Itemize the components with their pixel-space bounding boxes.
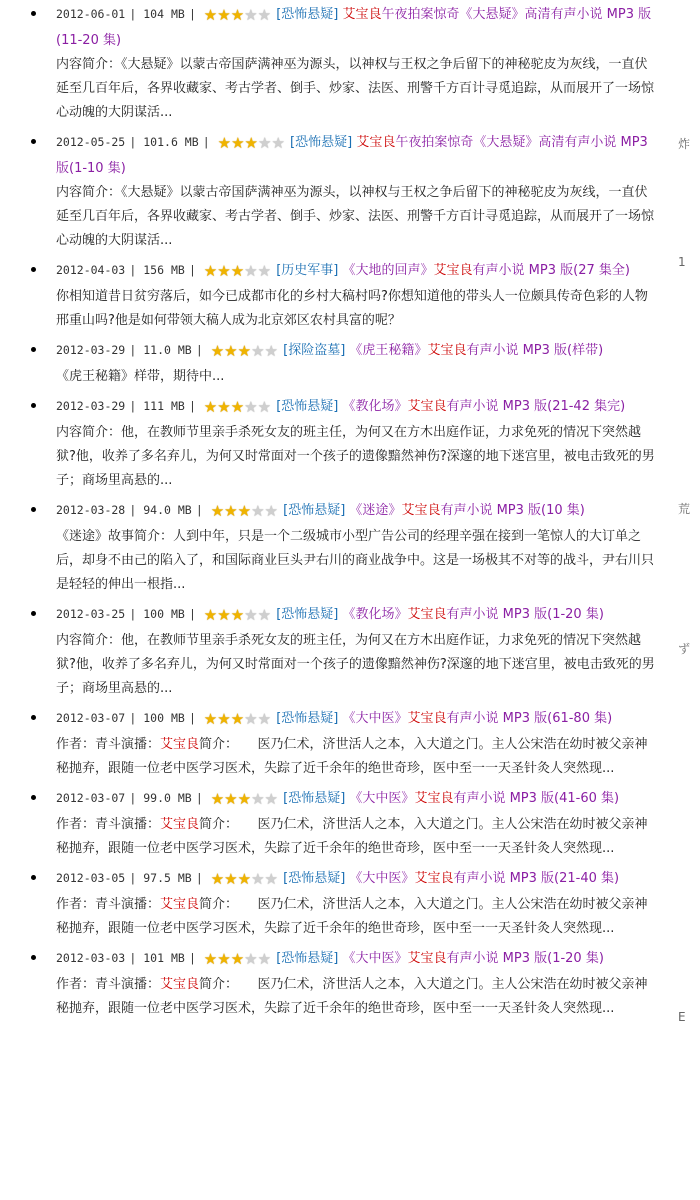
- star-icon: ★: [257, 398, 272, 416]
- category-link[interactable]: [探险盗墓]: [283, 343, 346, 358]
- title-link[interactable]: 《教化场》艾宝良有声小说 MP3 版(1-20 集): [342, 607, 604, 622]
- bullet-icon: [31, 611, 36, 616]
- star-icon: ★: [230, 262, 245, 280]
- entry-description: 内容简介：《大悬疑》以蒙古帝国萨满神巫为源头，以神权与王权之争后留下的神秘驼皮为灰线，一直伏延至几百年后，各界收藏家、考古学者、倒手、炒家、法医、刑警千方百计寻觅追踪，从而展开了一场惊心动魄的大阴谋活...: [56, 185, 655, 248]
- star-icon: ★: [203, 606, 218, 624]
- entry-date: 2012-03-07: [56, 791, 126, 805]
- entry-size: 100 MB: [143, 607, 185, 621]
- rating-stars: [204, 5, 271, 29]
- star-icon: ★: [231, 134, 245, 152]
- rating-stars: [211, 501, 278, 525]
- entry-size: 100 MB: [143, 711, 185, 725]
- entry-meta: 2012-04-03 | 156 MB | ★★★★★ [历史军事] 《大地的回声》艾宝良有声小说 MP3 版(27 集全): [56, 258, 660, 285]
- category-link[interactable]: [恐怖悬疑]: [276, 711, 339, 726]
- bullet-icon: [31, 715, 36, 720]
- title-link[interactable]: 《大中医》艾宝良有声小说 MP3 版(1-20 集): [342, 951, 604, 966]
- entry-size: 101 MB: [143, 951, 185, 965]
- category-link[interactable]: [恐怖悬疑]: [276, 399, 339, 414]
- entry-description: 作者：青斗演播：艾宝良简介： 医乃仁术，济世活人之本，入大道之门。主人公宋浩在幼时被父亲神秘抛弃，跟随一位老中医学习医术，失踪了近千余年的绝世奇珍，医中至一一天圣针灸人突然现...: [56, 737, 648, 776]
- author-name: 艾宝良: [407, 399, 447, 414]
- entry-meta: 2012-03-29 | 111 MB | ★★★★★ [恐怖悬疑] 《教化场》艾宝良有声小说 MP3 版(21-42 集完): [56, 394, 660, 421]
- star-icon: ★: [244, 6, 258, 24]
- entry-meta: 2012-06-01 | 104 MB | ★★★★★ [恐怖悬疑] 艾宝良午夜拍案惊奇《大悬疑》高清有声小说 MP3 版(11-20 集): [56, 6, 652, 48]
- star-icon: ★: [217, 606, 231, 624]
- author-name: 艾宝良: [342, 7, 382, 22]
- title-link[interactable]: 《大中医》艾宝良有声小说 MP3 版(21-40 集): [349, 871, 620, 886]
- star-icon: ★: [258, 134, 272, 152]
- author-name: 艾宝良: [427, 343, 467, 358]
- entry-date: 2012-06-01: [56, 7, 126, 21]
- title-link[interactable]: 艾宝良午夜拍案惊奇《大悬疑》高清有声小说 MP3 版(11-20 集): [56, 7, 652, 48]
- entry-description: 内容简介：他，在教师节里亲手杀死女友的班主任，为何又在方木出庭作证，力求免死的情况下突然越狱?他，收养了多名弃儿，为何又时常面对一个孩子的遗像黯然神伤?深邃的地下迷宫里，被电击致死的男子；商场里高悬的...: [56, 425, 655, 488]
- list-item: [0, 130, 660, 253]
- title-link[interactable]: 《大地的回声》艾宝良有声小说 MP3 版(27 集全): [342, 263, 630, 278]
- star-icon: ★: [217, 950, 231, 968]
- star-icon: ★: [224, 342, 238, 360]
- entry-date: 2012-03-05: [56, 871, 126, 885]
- title-link[interactable]: 《迷途》艾宝良有声小说 MP3 版(10 集): [349, 503, 585, 518]
- category-link[interactable]: [恐怖悬疑]: [283, 871, 346, 886]
- entry-size: 97.5 MB: [143, 871, 192, 885]
- star-icon: ★: [251, 870, 265, 888]
- entry-date: 2012-05-25: [56, 135, 126, 149]
- entry-description: 《虎王秘籍》样带，期待中...: [56, 369, 225, 384]
- entry-date: 2012-03-03: [56, 951, 126, 965]
- entry-size: 156 MB: [143, 263, 185, 277]
- entry-size: 11.0 MB: [143, 343, 192, 357]
- author-name: 艾宝良: [414, 871, 454, 886]
- description-author: 艾宝良: [160, 977, 200, 992]
- star-icon: ★: [210, 342, 225, 360]
- star-icon: ★: [203, 710, 218, 728]
- star-icon: ★: [224, 870, 238, 888]
- entry-description: 内容简介：他，在教师节里亲手杀死女友的班主任，为何又在方木出庭作证，力求免死的情况下突然越狱?他，收养了多名弃儿，为何又时常面对一个孩子的遗像黯然神伤?深邃的地下迷宫里，被电击致死的男子；商场里高悬的...: [56, 633, 655, 696]
- edge-glyph: E: [678, 1010, 686, 1024]
- category-link[interactable]: [历史军事]: [276, 263, 339, 278]
- title-link[interactable]: 《大中医》艾宝良有声小说 MP3 版(41-60 集): [349, 791, 620, 806]
- star-icon: ★: [257, 606, 272, 624]
- star-icon: ★: [237, 870, 252, 888]
- entry-meta: 2012-03-05 | 97.5 MB | ★★★★★ [恐怖悬疑] 《大中医》艾宝良有声小说 MP3 版(21-40 集): [56, 866, 660, 893]
- star-icon: ★: [237, 502, 252, 520]
- rating-stars: [211, 869, 278, 893]
- edge-glyph: 荒: [678, 502, 691, 516]
- star-icon: ★: [237, 790, 252, 808]
- entry-meta: 2012-03-07 | 100 MB | ★★★★★ [恐怖悬疑] 《大中医》艾宝良有声小说 MP3 版(61-80 集): [56, 706, 660, 733]
- rating-stars: [204, 261, 271, 285]
- star-icon: ★: [230, 606, 245, 624]
- star-icon: ★: [251, 342, 265, 360]
- rating-stars: [218, 133, 285, 157]
- description-author: 艾宝良: [160, 817, 200, 832]
- entry-description: 内容简介：《大悬疑》以蒙古帝国萨满神巫为源头，以神权与王权之争后留下的神秘驼皮为灰线，一直伏延至几百年后，各界收藏家、考古学者、倒手、炒家、法医、刑警千方百计寻觅追踪，从而展开了一场惊心动魄的大阴谋活...: [56, 57, 655, 120]
- rating-stars: [204, 605, 271, 629]
- entry-size: 99.0 MB: [143, 791, 192, 805]
- star-icon: ★: [203, 6, 218, 24]
- star-icon: ★: [257, 710, 272, 728]
- entry-meta: 2012-03-28 | 94.0 MB | ★★★★★ [恐怖悬疑] 《迷途》艾宝良有声小说 MP3 版(10 集): [56, 498, 660, 525]
- star-icon: ★: [210, 502, 225, 520]
- list-item: [0, 394, 660, 493]
- edge-glyph: 炸: [678, 137, 691, 151]
- star-icon: ★: [224, 502, 238, 520]
- star-icon: ★: [264, 502, 278, 520]
- author-name: 艾宝良: [433, 263, 473, 278]
- star-icon: ★: [230, 950, 245, 968]
- rating-stars: [211, 341, 278, 365]
- star-icon: ★: [251, 790, 265, 808]
- entry-size: 104 MB: [143, 7, 185, 21]
- edge-glyph: 1: [678, 255, 686, 269]
- bullet-icon: [31, 955, 36, 960]
- title-link[interactable]: 艾宝良午夜拍案惊奇《大悬疑》高清有声小说 MP3 版(1-10 集): [56, 135, 648, 176]
- category-link[interactable]: [恐怖悬疑]: [283, 791, 346, 806]
- entry-description: 作者：青斗演播：艾宝良简介： 医乃仁术，济世活人之本，入大道之门。主人公宋浩在幼时被父亲神秘抛弃，跟随一位老中医学习医术，失踪了近千余年的绝世奇珍，医中至一一天圣针灸人突然现...: [56, 897, 648, 936]
- list-item: [0, 706, 660, 781]
- entry-date: 2012-03-25: [56, 607, 126, 621]
- category-link[interactable]: [恐怖悬疑]: [283, 503, 346, 518]
- star-icon: ★: [217, 134, 232, 152]
- entry-date: 2012-03-28: [56, 503, 126, 517]
- star-icon: ★: [271, 134, 285, 152]
- bullet-icon: [31, 347, 36, 352]
- bullet-icon: [31, 403, 36, 408]
- entry-meta: 2012-05-25 | 101.6 MB | ★★★★★ [恐怖悬疑] 艾宝良午夜拍案惊奇《大悬疑》高清有声小说 MP3 版(1-10 集): [56, 134, 648, 176]
- entry-date: 2012-03-29: [56, 399, 126, 413]
- star-icon: ★: [244, 606, 258, 624]
- star-icon: ★: [217, 398, 231, 416]
- list-item: [0, 498, 660, 597]
- star-icon: ★: [210, 790, 225, 808]
- entry-date: 2012-03-07: [56, 711, 126, 725]
- star-icon: ★: [237, 342, 252, 360]
- title-link[interactable]: 《虎王秘籍》艾宝良有声小说 MP3 版(样带): [349, 343, 604, 358]
- description-author: 艾宝良: [160, 737, 200, 752]
- star-icon: ★: [257, 950, 272, 968]
- author-name: 艾宝良: [407, 711, 447, 726]
- star-icon: ★: [257, 262, 272, 280]
- star-icon: ★: [217, 710, 231, 728]
- entry-meta: 2012-03-03 | 101 MB | ★★★★★ [恐怖悬疑] 《大中医》艾宝良有声小说 MP3 版(1-20 集): [56, 946, 660, 973]
- category-link[interactable]: [恐怖悬疑]: [290, 135, 353, 150]
- star-icon: ★: [264, 790, 278, 808]
- star-icon: ★: [203, 950, 218, 968]
- entry-date: 2012-03-29: [56, 343, 126, 357]
- star-icon: ★: [224, 790, 238, 808]
- star-icon: ★: [257, 6, 272, 24]
- bullet-icon: [31, 795, 36, 800]
- bullet-icon: [31, 507, 36, 512]
- author-name: 艾宝良: [401, 503, 441, 518]
- category-link[interactable]: [恐怖悬疑]: [276, 607, 339, 622]
- list-item: [0, 602, 660, 701]
- star-icon: ★: [244, 398, 258, 416]
- entry-size: 94.0 MB: [143, 503, 192, 517]
- title-link[interactable]: 《大中医》艾宝良有声小说 MP3 版(61-80 集): [342, 711, 613, 726]
- bullet-icon: [31, 139, 36, 144]
- author-name: 艾宝良: [407, 951, 447, 966]
- star-icon: ★: [244, 950, 258, 968]
- entry-size: 111 MB: [143, 399, 185, 413]
- entry-description: 《迷途》故事简介：人到中年，只是一个二级城市小型广告公司的经理辛强在接到一笔惊人的大订单之后，却身不由己的陷入了，和国际商业巨头尹右川的商业战争中。这是一场极其不对等的战斗，尹右川只是轻轻的伸出一根指...: [56, 529, 655, 592]
- star-icon: ★: [230, 6, 245, 24]
- rating-stars: [204, 949, 271, 973]
- edge-glyph: ず: [678, 642, 691, 656]
- list-item: [0, 786, 660, 861]
- star-icon: ★: [244, 262, 258, 280]
- entry-description: 作者：青斗演播：艾宝良简介： 医乃仁术，济世活人之本，入大道之门。主人公宋浩在幼时被父亲神秘抛弃，跟随一位老中医学习医术，失踪了近千余年的绝世奇珍，医中至一一天圣针灸人突然现...: [56, 817, 648, 856]
- description-author: 艾宝良: [160, 897, 200, 912]
- audiobook-list: [0, 2, 660, 1026]
- bullet-icon: [31, 875, 36, 880]
- star-icon: ★: [230, 710, 245, 728]
- list-item: [0, 338, 660, 389]
- star-icon: ★: [264, 870, 278, 888]
- category-link[interactable]: [恐怖悬疑]: [276, 951, 339, 966]
- author-name: 艾宝良: [356, 135, 396, 150]
- entry-description: 你相知道昔日贫穷落后，如今已成都市化的乡村大稿村吗?你想知道他的带头人一位颇具传奇色彩的人物邢重山吗?他是如何带领大稿人成为北京郊区农村具富的呢？: [56, 289, 648, 328]
- list-item: [0, 258, 660, 333]
- star-icon: ★: [203, 262, 218, 280]
- rating-stars: [211, 789, 278, 813]
- entry-meta: 2012-03-25 | 100 MB | ★★★★★ [恐怖悬疑] 《教化场》艾宝良有声小说 MP3 版(1-20 集): [56, 602, 660, 629]
- list-item: [0, 946, 660, 1021]
- entry-date: 2012-04-03: [56, 263, 126, 277]
- rating-stars: [204, 397, 271, 421]
- star-icon: ★: [244, 710, 258, 728]
- star-icon: ★: [217, 262, 231, 280]
- title-link[interactable]: 《教化场》艾宝良有声小说 MP3 版(21-42 集完): [342, 399, 626, 414]
- star-icon: ★: [230, 398, 245, 416]
- entry-meta: 2012-03-07 | 99.0 MB | ★★★★★ [恐怖悬疑] 《大中医》艾宝良有声小说 MP3 版(41-60 集): [56, 786, 660, 813]
- bullet-icon: [31, 11, 36, 16]
- star-icon: ★: [217, 6, 231, 24]
- star-icon: ★: [264, 342, 278, 360]
- star-icon: ★: [210, 870, 225, 888]
- author-name: 艾宝良: [414, 791, 454, 806]
- list-item: [0, 866, 660, 941]
- rating-stars: [204, 709, 271, 733]
- star-icon: ★: [203, 398, 218, 416]
- entry-meta: 2012-03-29 | 11.0 MB | ★★★★★ [探险盗墓] 《虎王秘籍》艾宝良有声小说 MP3 版(样带): [56, 338, 660, 365]
- star-icon: ★: [244, 134, 258, 152]
- author-name: 艾宝良: [407, 607, 447, 622]
- category-link[interactable]: [恐怖悬疑]: [276, 7, 339, 22]
- list-item: [0, 2, 660, 125]
- star-icon: ★: [251, 502, 265, 520]
- entry-size: 101.6 MB: [143, 135, 199, 149]
- entry-description: 作者：青斗演播：艾宝良简介： 医乃仁术，济世活人之本，入大道之门。主人公宋浩在幼时被父亲神秘抛弃，跟随一位老中医学习医术，失踪了近千余年的绝世奇珍，医中至一一天圣针灸人突然现...: [56, 977, 648, 1016]
- bullet-icon: [31, 267, 36, 272]
